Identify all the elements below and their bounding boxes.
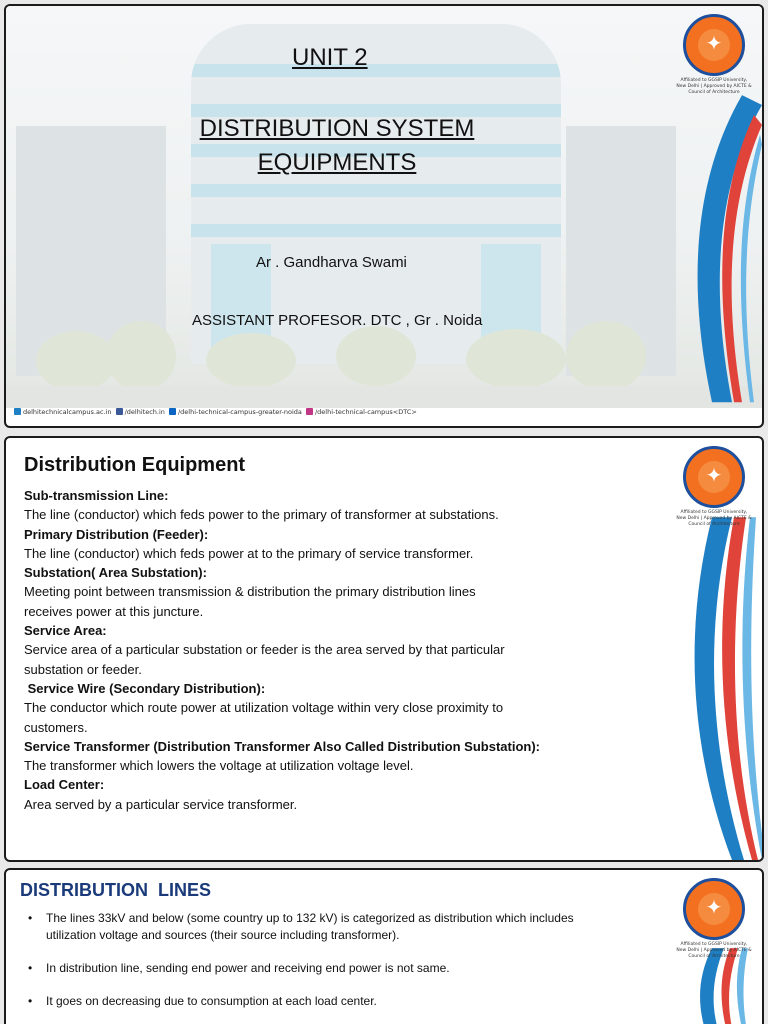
author-name: Ar . Gandharva Swami xyxy=(256,254,407,271)
definition-term: Sub-transmission Line: xyxy=(24,488,169,503)
definition-term: Service Area: xyxy=(24,623,107,639)
linkedin-icon xyxy=(169,408,176,415)
college-logo: ✦ Affiliated to GGSIP University, New Delhi | Approved by AICTE & Council of Architecture xyxy=(676,14,752,96)
title-slide xyxy=(4,4,764,428)
list-item: • The lines 33kV and below (some country up to 132 kV) is categorized as distribution which includes utilization voltage and sources (their source including transformer). xyxy=(24,910,624,944)
definition-text: The transformer which lowers the voltage at utilization voltage level. xyxy=(24,758,414,774)
definition-term: Service Wire (Secondary Distribution): xyxy=(24,680,266,696)
social-links-bar xyxy=(12,408,417,416)
definition-text: Service area of a particular substation or feeder is the area served by that particular substation or feeder. xyxy=(24,642,505,677)
distribution-equipment-slide xyxy=(4,436,764,862)
college-logo: ✦ Affiliated to GGSIP University, New Delhi | Approved by AICTE & Council of Architecture xyxy=(676,446,752,528)
torch-icon: ✦ xyxy=(705,895,723,919)
list-item: • It goes on decreasing due to consumption at each load center. xyxy=(24,993,644,1010)
torch-icon: ✦ xyxy=(705,31,723,55)
definition-list xyxy=(24,486,624,814)
distribution-lines-slide xyxy=(4,868,764,1024)
unit-title: UNIT 2 xyxy=(292,44,368,71)
slide-subtitle: DISTRIBUTION SYSTEM EQUIPMENTS xyxy=(199,115,475,176)
definition-text: The conductor which route power at utilization voltage within very close proximity to customers. xyxy=(24,700,504,735)
definition-text: Meeting point between transmission & distribution the primary distribution lines receives power at this juncture. xyxy=(24,584,476,619)
torch-icon: ✦ xyxy=(705,463,723,487)
definition-term: Primary Distribution (Feeder): xyxy=(24,526,209,542)
definition-text: The line (conductor) which feds power to the primary of transformer at substations. xyxy=(24,507,499,523)
facebook-icon xyxy=(116,408,123,415)
definition-text: Area served by a particular service transformer. xyxy=(24,796,298,812)
slide-heading: DISTRIBUTION LINES xyxy=(20,880,212,900)
building-background-image xyxy=(6,6,764,406)
bullet-list xyxy=(24,910,644,1024)
website-link[interactable]: delhitechnicalcampus.ac.in xyxy=(23,408,112,416)
college-logo: ✦ Affiliated to GGSIP University, New Delhi | Approved by AICTE & Council of Architecture xyxy=(676,878,752,960)
slide-heading: Distribution Equipment xyxy=(24,454,246,476)
instagram-icon xyxy=(306,408,313,415)
definition-term: Substation( Area Substation): xyxy=(24,565,207,581)
list-item: • In distribution line, sending end power and receiving end power is not same. xyxy=(24,960,644,977)
globe-icon xyxy=(14,408,21,415)
facebook-link[interactable]: /delhitech.in xyxy=(124,408,165,416)
definition-term: Service Transformer (Distribution Transformer Also Called Distribution Substation): xyxy=(24,738,540,754)
instagram-link[interactable]: /delhi-technical-campus<DTC> xyxy=(314,408,417,416)
linkedin-link[interactable]: /delhi-technical-campus-greater-noida xyxy=(177,408,302,416)
definition-term: Load Center: xyxy=(24,777,105,793)
definition-text: The line (conductor) which feds power at to the primary of service transformer. xyxy=(24,545,474,561)
author-role: ASSISTANT PROFESOR. DTC , Gr . Noida xyxy=(192,312,483,329)
